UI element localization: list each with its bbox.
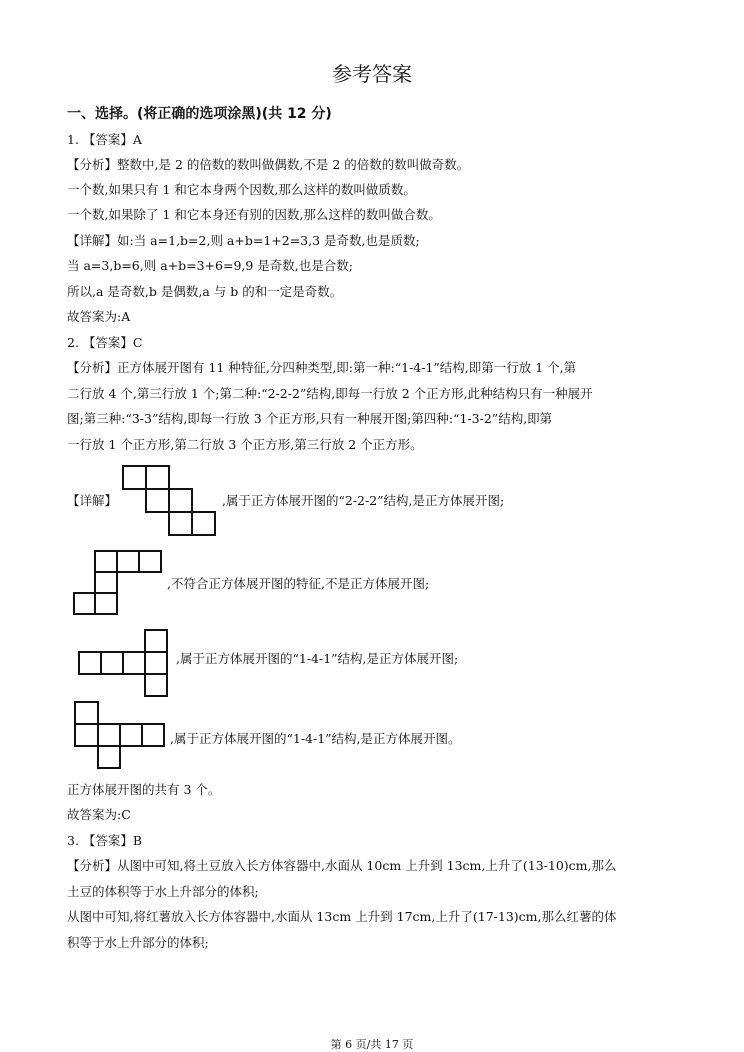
q2-option-b-text: ,不符合正方体展开图的特征,不是正方体展开图;: [167, 576, 430, 591]
q2-option-c-text: ,属于正方体展开图的“1-4-1”结构,是正方体展开图;: [176, 651, 459, 666]
q2-answer: 2. 【答案】C: [67, 335, 143, 350]
net-square: [123, 466, 146, 489]
q1-detail-line-1: 【详解】如:当 a=1,b=2,则 a+b=1+2=3,3 是奇数,也是质数;: [67, 233, 420, 248]
net-square: [146, 489, 169, 512]
net-square: [75, 702, 98, 724]
q2-option-a-text: ,属于正方体展开图的“2-2-2”结构,是正方体展开图;: [222, 493, 505, 508]
q1-composite-definition: 一个数,如果除了 1 和它本身还有别的因数,那么这样的数叫做合数。: [67, 207, 441, 222]
section-heading: 一、选择。(将正确的选项涂黑)(共 12 分): [67, 106, 332, 122]
net-square: [169, 512, 192, 535]
cube-net-invalid-figure: [72, 548, 164, 616]
q1-analysis: 【分析】整数中,是 2 的倍数的数叫做偶数,不是 2 的倍数的数叫做奇数。: [67, 157, 470, 172]
net-square: [117, 551, 139, 572]
net-square: [146, 466, 169, 489]
q1-conclusion: 故答案为:A: [67, 309, 131, 324]
q3-analysis-line-4: 积等于水上升部分的体积;: [67, 935, 209, 950]
q3-analysis-line-2: 土豆的体积等于水上升部分的体积;: [67, 884, 259, 899]
q2-analysis-line-2: 二行放 4 个,第三行放 1 个;第二种:“2-2-2”结构,即每一行放 2 个正方形,此种结构只有一种展开: [67, 386, 593, 401]
net-square: [101, 652, 123, 674]
page-title: 参考答案: [332, 62, 412, 86]
page-footer: 第 6 页/共 17 页: [330, 1038, 414, 1051]
net-square: [98, 724, 120, 746]
net-square: [75, 724, 98, 746]
q3-analysis-line-3: 从图中可知,将红薯放入长方体容器中,水面从 13cm 上升到 17cm,上升了(17-13)cm,那么红薯的体: [67, 909, 617, 924]
q3-analysis-line-1: 【分析】从图中可知,将土豆放入长方体容器中,水面从 10cm 上升到 13cm,上升了(13-10)cm,那么: [67, 858, 617, 873]
cube-net-1-4-1-first-figure: [76, 628, 172, 698]
net-square: [98, 746, 120, 768]
q1-detail-line-3: 所以,a 是奇数,b 是偶数,a 与 b 的和一定是奇数。: [67, 284, 343, 299]
net-square: [142, 724, 164, 746]
q2-option-d-text: ,属于正方体展开图的“1-4-1”结构,是正方体展开图。: [170, 731, 461, 746]
q2-analysis-line-3: 图;第三种:“3-3”结构,即每一行放 3 个正方形,只有一种展开图;第四种:“1-3-2”结构,即第: [67, 411, 553, 426]
net-square: [95, 572, 117, 593]
q2-conclusion: 故答案为:C: [67, 807, 131, 822]
q1-prime-definition: 一个数,如果只有 1 和它本身两个因数,那么这样的数叫做质数。: [67, 182, 416, 197]
net-square: [169, 489, 192, 512]
cube-net-1-4-1-second-figure: [72, 700, 168, 770]
q2-count: 正方体展开图的共有 3 个。: [67, 782, 221, 797]
q2-detail-label: 【详解】: [67, 493, 118, 508]
q1-detail-line-2: 当 a=3,b=6,则 a+b=3+6=9,9 是奇数,也是合数;: [67, 258, 353, 273]
net-square: [79, 652, 101, 674]
net-square: [145, 652, 167, 674]
cube-net-2-2-2-figure: [120, 464, 220, 536]
net-square: [192, 512, 215, 535]
q1-answer: 1. 【答案】A: [67, 132, 142, 147]
q2-analysis-line-4: 一行放 1 个正方形,第二行放 3 个正方形,第三行放 2 个正方形。: [67, 437, 423, 452]
net-square: [120, 724, 142, 746]
net-square: [139, 551, 161, 572]
net-square: [123, 652, 145, 674]
net-square: [145, 630, 167, 652]
net-square: [95, 593, 117, 614]
net-square: [95, 551, 117, 572]
q3-answer: 3. 【答案】B: [67, 833, 143, 848]
net-square: [145, 674, 167, 696]
net-square: [74, 593, 95, 614]
q2-analysis-line-1: 【分析】正方体展开图有 11 种特征,分四种类型,即:第一种:“1-4-1”结构,即第一行放 1 个,第: [67, 360, 577, 375]
